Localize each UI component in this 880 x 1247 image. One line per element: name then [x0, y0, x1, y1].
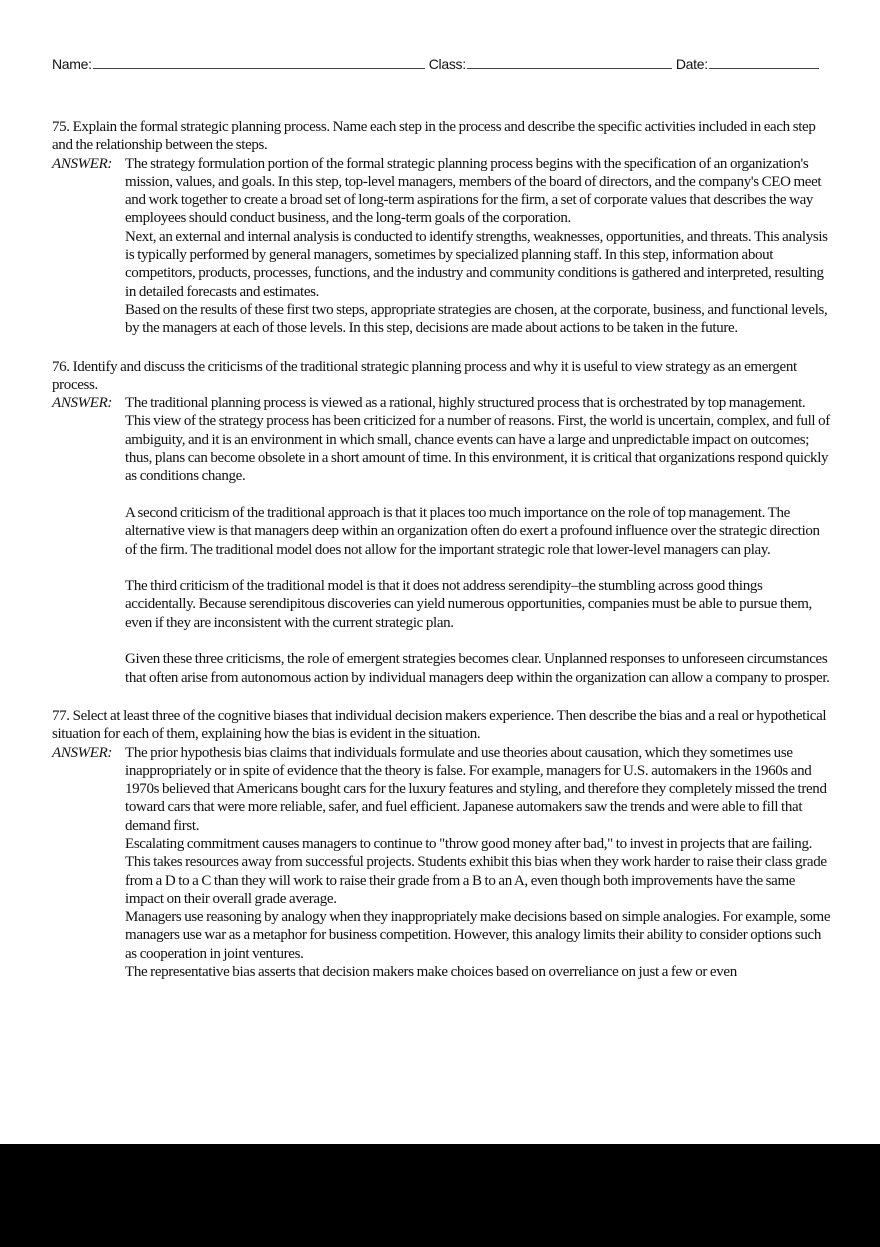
answer-block	[52, 394, 832, 687]
question-text: 77. Select at least three of the cognitive biases that individual decision makers experience. Then describe the bias and a real or hypothetical situation for each of them, explaining how the bias is evident in the situation.	[52, 707, 827, 743]
name-field-line	[93, 54, 425, 69]
answer-paragraph: Next, an external and internal analysis is conducted to identify strengths, weaknesses, opportunities, and threats. This analysis is typically performed by general managers, sometimes by specialized planning staff. In this step, information about competitors, products, processes, functions, and the industry and community conditions is gathered and interpreted, resulting in detailed forecasts and estimates.	[125, 228, 828, 300]
answer-label: ANSWER:	[52, 744, 113, 761]
question-text: 75. Explain the formal strategic planning process. Name each step in the process and describe the specific activities included in each step and the relationship between the steps.	[52, 119, 816, 154]
answer-body	[125, 394, 832, 687]
date-field-line	[709, 54, 819, 69]
answer-paragraph: The prior hypothesis bias claims that individuals formulate and use theories about causation, which they sometimes use inappropriately or in spite of evidence that the theory is false. For example, managers for U.S. automakers in the 1960s and 1970s believed that Americans bought cars for the luxury features and styling, and therefore they completely missed the trend toward cars that were more reliable, safer, and fuel efficient. Japanese automakers saw the trends and were able to fill that demand first.	[125, 744, 827, 834]
questions-content	[52, 118, 832, 981]
name-label: Name:	[52, 56, 92, 72]
answer-block	[52, 155, 832, 338]
question-77	[52, 707, 832, 981]
answer-paragraph: Given these three criticisms, the role of emergent strategies becomes clear. Unplanned responses to unforeseen circumstances that often arise from autonomous action by individual managers deep within the organization can allow a company to prosper.	[125, 651, 830, 686]
question-text: 76. Identify and discuss the criticisms of the traditional strategic planning process and why it is useful to view strategy as an emergent process.	[52, 358, 797, 393]
answer-paragraph: The third criticism of the traditional model is that it does not address serendipity–the stumbling across good things accidentally. Because serendipitous discoveries can yield numerous opportunities, companies must be able to pursue them, even if they are inconsistent with the current strategic plan.	[125, 578, 812, 631]
class-label: Class:	[428, 56, 466, 72]
answer-label: ANSWER:	[52, 155, 113, 172]
class-field-line	[467, 54, 672, 69]
answer-paragraph: Based on the results of these first two steps, appropriate strategies are chosen, at the corporate, business, and functional levels, by the managers at each of those levels. In this step, decisions are made about actions to be taken in the future.	[125, 301, 828, 337]
answer-label: ANSWER:	[52, 395, 113, 412]
worksheet-header	[52, 52, 829, 72]
answer-paragraph: The representative bias asserts that decision makers make choices based on overreliance on just a few or even	[125, 964, 737, 981]
answer-paragraph: Escalating commitment causes managers to continue to "throw good money after bad," to invest in projects that are failing. This takes resources away from successful projects. Students exhibit this bias when they work harder to raise their class grade from a D to a C than they will work to raise their grade from a B to an A, even though both improvements have the same impact on their overall grade average.	[125, 835, 827, 907]
answer-paragraph: The traditional planning process is viewed as a rational, highly structured process that is orchestrated by top management. This view of the strategy process has been criticized for a number of reasons. First, the world is uncertain, complex, and full of ambiguity, and it is an environment in which small, chance events can have a large and unpredictable impact on outcomes; thus, plans can become obsolete in a short amount of time. In this environment, it is critical that organizations respond quickly as conditions change.	[125, 395, 830, 485]
question-75	[52, 118, 832, 338]
answer-paragraph: Managers use reasoning by analogy when they inappropriately make decisions based on simple analogies. For example, some managers use war as a metaphor for business competition. However, this analogy limits their ability to consider options such as cooperation in joint ventures.	[125, 909, 831, 962]
answer-paragraph: The strategy formulation portion of the formal strategic planning process begins with the specification of an organization's mission, values, and goals. In this step, top-level managers, members of the board of directors, and the company's CEO meet and work together to create a broad set of long-term aspirations for the firm, a set of corporate values that describes the way employees should conduct business, and the long-term goals of the corporation.	[125, 155, 822, 227]
question-76	[52, 358, 832, 687]
answer-block	[52, 744, 832, 982]
date-label: Date:	[675, 56, 708, 72]
answer-body	[125, 744, 832, 982]
answer-body	[125, 155, 832, 338]
answer-paragraph: A second criticism of the traditional approach is that it places too much importance on the role of top management. The alternative view is that managers deep within an organization often do exert a profound influence over the strategic direction of the firm. The traditional model does not allow for the important strategic role that lower-level managers can play.	[125, 504, 820, 558]
